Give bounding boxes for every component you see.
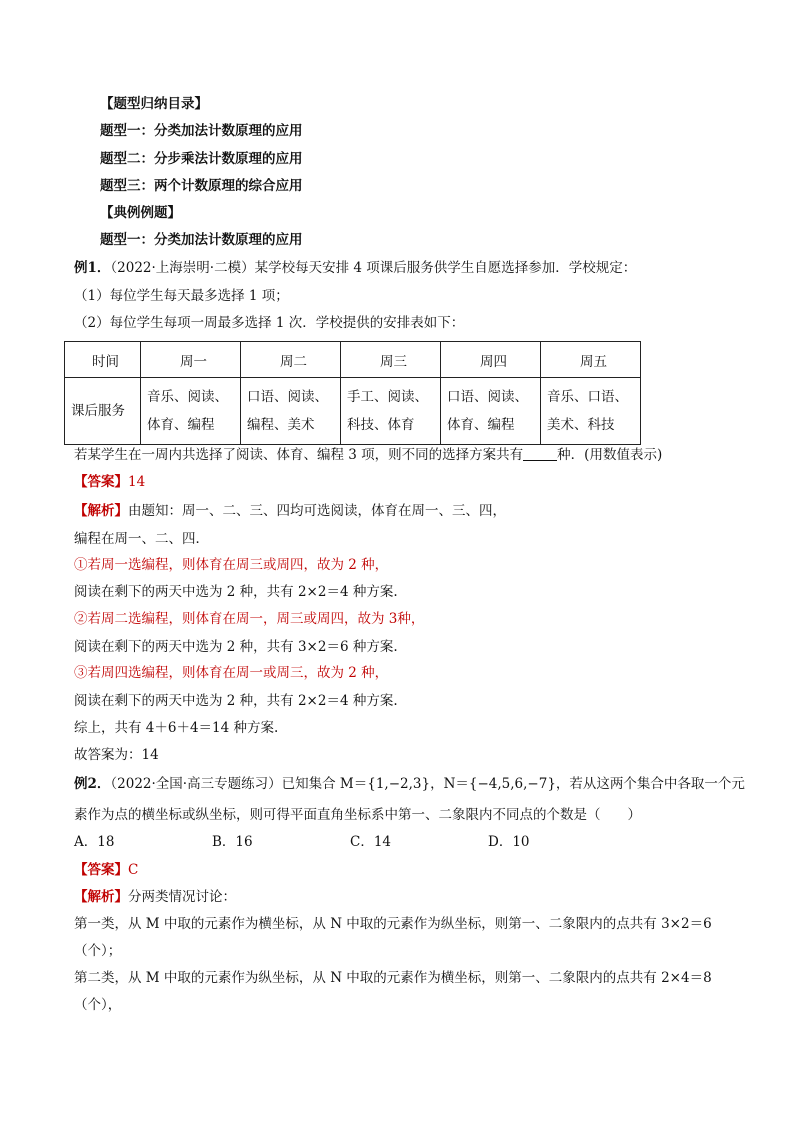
table-header-cell: 周一: [141, 342, 241, 378]
example1-stem: [74, 259, 636, 277]
table-row: [65, 378, 641, 445]
table-cell: 音乐、阅读、 体育、编程: [141, 378, 241, 445]
example2-options: [74, 833, 530, 851]
example2-stem: [74, 775, 745, 793]
example2-stem-continued: 素作为点的横坐标或纵坐标，则可得平面直角坐标系中第一、二象限内不同点的个数是（ ）: [74, 807, 641, 823]
class2-line: 第二类，从 M 中取的元素作为纵坐标，从 N 中取的元素作为横坐标，则第一、二象限内的点共有 2×4＝8: [74, 970, 712, 986]
example1-rule1: （1）每位学生每天最多选择 1 项；: [74, 288, 289, 304]
table-header-row: [65, 342, 641, 378]
case3-detail: 阅读在剩下的两天中选为 2 种，共有 2×2＝4 种方案.: [74, 693, 398, 709]
example1-question: [74, 446, 662, 464]
section-title: 题型一：分类加法计数原理的应用: [100, 232, 303, 248]
answer-value: 14: [128, 474, 146, 490]
class1-line: 第一类，从 M 中取的元素作为横坐标，从 N 中取的元素作为纵坐标，则第一、二象限内的点共有 3×2＝6: [74, 916, 712, 932]
case2-detail: 阅读在剩下的两天中选为 2 种，共有 3×2＝6 种方案.: [74, 639, 398, 655]
case1: ①若周一选编程，则体育在周三或周四，故为 2 种，: [74, 557, 389, 573]
table-header-cell: 周五: [541, 342, 641, 378]
analysis-label: 【解析】: [74, 889, 128, 905]
toc-item-3: 题型三：两个计数原理的综合应用: [100, 178, 303, 194]
examples-heading: 【典例例题】: [100, 205, 181, 221]
example2-label: 例2．: [74, 776, 111, 792]
option-b: B．16: [212, 834, 253, 850]
class2-line-end: （个），: [74, 997, 122, 1013]
analysis-text: 由题知：周一、二、三、四均可选阅读，体育在周一、三、四，: [128, 503, 506, 519]
final-answer: 故答案为：14: [74, 747, 159, 763]
table-row-label: 课后服务: [65, 378, 141, 445]
option-c: C．14: [350, 834, 392, 850]
example2-analysis: [74, 888, 236, 906]
analysis-text: 分两类情况讨论：: [128, 889, 236, 905]
table-cell: 口语、阅读、 编程、美术: [241, 378, 341, 445]
example1-analysis: [74, 502, 506, 520]
example1-answer: [74, 473, 145, 491]
analysis-line: 编程在周一、二、四．: [74, 531, 209, 547]
toc-item-1: 题型一：分类加法计数原理的应用: [100, 123, 303, 139]
class1-line-end: （个）；: [74, 943, 122, 959]
example2-source: （2022·全国·高三专题练习）: [110, 776, 282, 792]
table-header-cell: 时间: [65, 342, 141, 378]
option-a: A．18: [74, 834, 115, 850]
example1-label: 例1．: [74, 260, 111, 276]
analysis-label: 【解析】: [74, 503, 128, 519]
table-cell: 手工、阅读、 科技、体育: [341, 378, 441, 445]
table-header-cell: 周二: [241, 342, 341, 378]
table-header-cell: 周四: [441, 342, 541, 378]
table-cell: 口语、阅读、 体育、编程: [441, 378, 541, 445]
answer-value: C: [128, 862, 139, 878]
option-d: D．10: [488, 834, 530, 850]
toc-item-2: 题型二：分步乘法计数原理的应用: [100, 151, 303, 167]
question-text: 若某学生在一周内共选择了阅读、体育、编程 3 项，则不同的选择方案共有: [74, 447, 524, 463]
case1-detail: 阅读在剩下的两天中选为 2 种，共有 2×2＝4 种方案.: [74, 584, 398, 600]
answer-label: 【答案】: [74, 862, 128, 878]
example2-answer: [74, 861, 138, 879]
question-tail: 种．(用数值表示): [557, 447, 663, 463]
answer-label: 【答案】: [74, 474, 128, 490]
example2-text: 已知集合 M＝{1,−2,3}，N＝{−4,5,6,−7}，若从这两个集合中各取一个元: [281, 776, 745, 792]
toc-heading: 【题型归纳目录】: [100, 96, 208, 112]
table-header-cell: 周三: [341, 342, 441, 378]
case2: ②若周二选编程，则体育在周一，周三或周四，故为 3种，: [74, 611, 425, 627]
example1-source: （2022·上海崇明·二模）: [110, 260, 255, 276]
case3: ③若周四选编程，则体育在周一或周三，故为 2 种，: [74, 665, 389, 681]
schedule-table: [64, 341, 641, 445]
answer-blank: [523, 446, 557, 461]
example1-text: 某学校每天安排 4 项课后服务供学生自愿选择参加．学校规定：: [254, 260, 637, 276]
example1-rule2: （2）每位学生每项一周最多选择 1 次．学校提供的安排表如下：: [74, 315, 465, 331]
summary: 综上，共有 4＋6＋4＝14 种方案.: [74, 720, 279, 736]
table-cell: 音乐、口语、 美术、科技: [541, 378, 641, 445]
